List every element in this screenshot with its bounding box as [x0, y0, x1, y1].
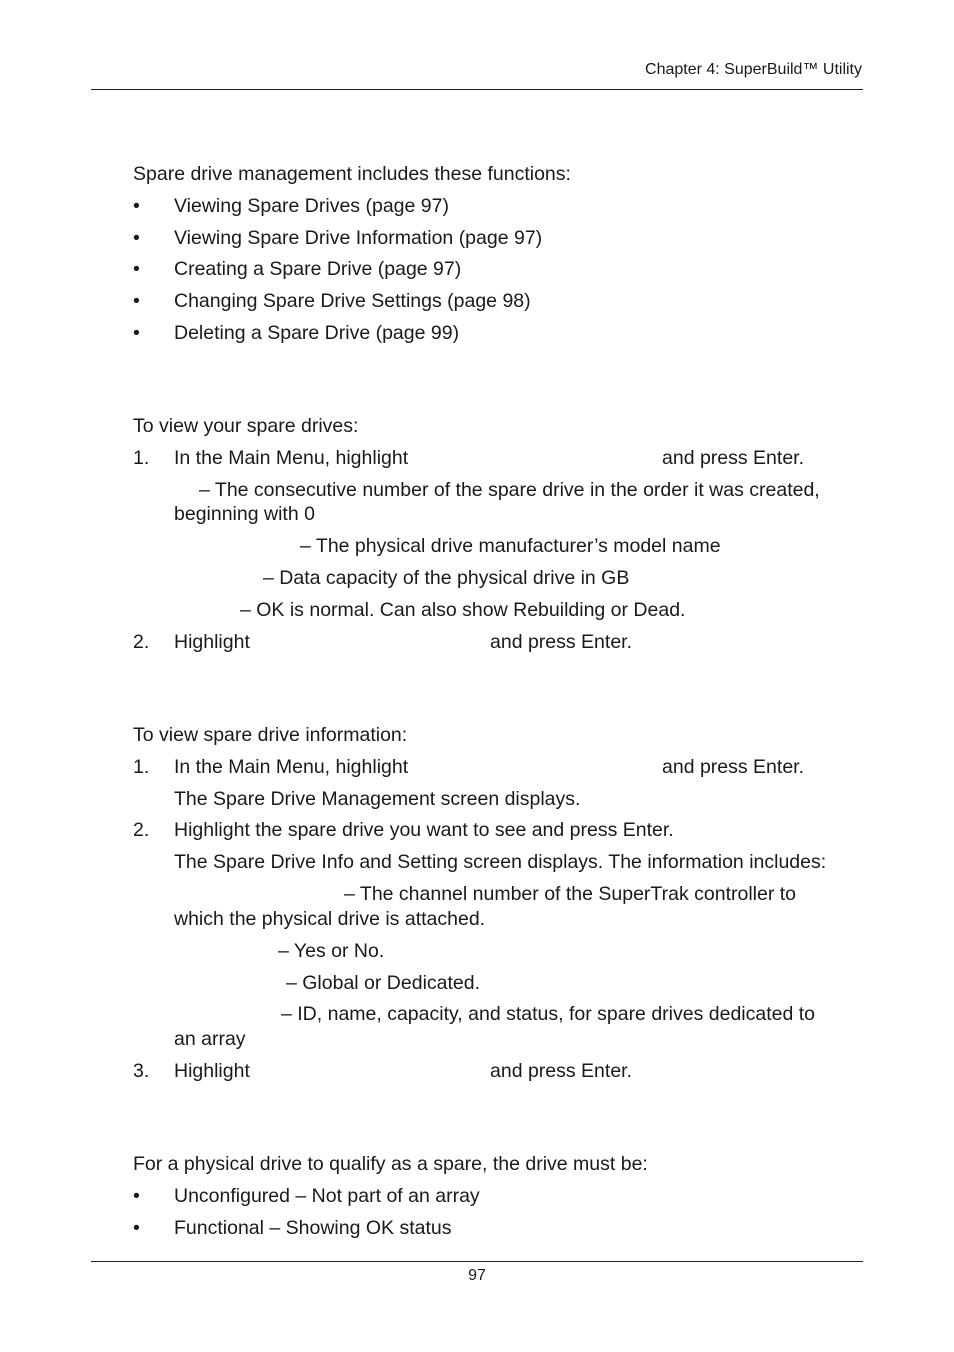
step-number: 2. [133, 631, 150, 653]
page-number: 97 [468, 1267, 486, 1284]
step-text: Highlight the spare drive you want to see and press Enter. [174, 819, 674, 841]
list-item: Changing Spare Drive Settings (page 98) [174, 290, 531, 312]
definition-text: – The channel number of the SuperTrak controller to [344, 883, 797, 905]
intro-text: Spare drive management includes these functions: [133, 163, 571, 185]
list-item: Deleting a Spare Drive (page 99) [174, 322, 460, 344]
definition-text: – OK is normal. Can also show Rebuilding or Dead. [240, 599, 686, 621]
bullet-marker: • [133, 322, 140, 344]
step-text: In the Main Menu, highlight [174, 756, 409, 778]
definition-text: – Data capacity of the physical drive in GB [263, 567, 630, 589]
bullet-marker: • [133, 1217, 140, 1239]
step-text: In the Main Menu, highlight [174, 447, 409, 469]
step-text: and press Enter. [490, 1060, 633, 1082]
step-number: 1. [133, 447, 150, 469]
list-item: Viewing Spare Drive Information (page 97) [174, 227, 543, 249]
step-number: 3. [133, 1060, 150, 1082]
qualify-lead: For a physical drive to qualify as a spare, the drive must be: [133, 1153, 648, 1175]
bullet-marker: • [133, 195, 140, 217]
step-text: Highlight [174, 1060, 250, 1082]
step-text: and press Enter. [662, 447, 805, 469]
step-result: The Spare Drive Management screen displays. [174, 788, 581, 810]
definition-text: – Global or Dedicated. [286, 972, 481, 994]
bullet-marker: • [133, 1185, 140, 1207]
definition-text: which the physical drive is attached. [174, 908, 486, 930]
bullet-marker: • [133, 227, 140, 249]
footer-rule [91, 1261, 863, 1262]
definition-text: – ID, name, capacity, and status, for spare drives dedicated to [281, 1003, 816, 1025]
step-text: and press Enter. [490, 631, 633, 653]
definition-text: beginning with 0 [174, 503, 315, 525]
step-number: 2. [133, 819, 150, 841]
list-item: Functional – Showing OK status [174, 1217, 452, 1239]
list-item: Viewing Spare Drives (page 97) [174, 195, 449, 217]
list-item: Creating a Spare Drive (page 97) [174, 258, 462, 280]
bullet-marker: • [133, 290, 140, 312]
header-rule [91, 89, 863, 90]
step-text: and press Enter. [662, 756, 805, 778]
step-number: 1. [133, 756, 150, 778]
view-info-lead: To view spare drive information: [133, 724, 408, 746]
definition-text: – The physical drive manufacturer’s model name [300, 535, 721, 557]
bullet-marker: • [133, 258, 140, 280]
list-item: Unconfigured – Not part of an array [174, 1185, 480, 1207]
step-text: Highlight [174, 631, 250, 653]
step-result: The Spare Drive Info and Setting screen displays. The information includes: [174, 851, 827, 873]
view-drives-lead: To view your spare drives: [133, 415, 359, 437]
definition-text: – The consecutive number of the spare drive in the order it was created, [199, 479, 820, 501]
definition-text: an array [174, 1028, 246, 1050]
chapter-header: Chapter 4: SuperBuild™ Utility [645, 61, 862, 78]
definition-text: – Yes or No. [278, 940, 385, 962]
